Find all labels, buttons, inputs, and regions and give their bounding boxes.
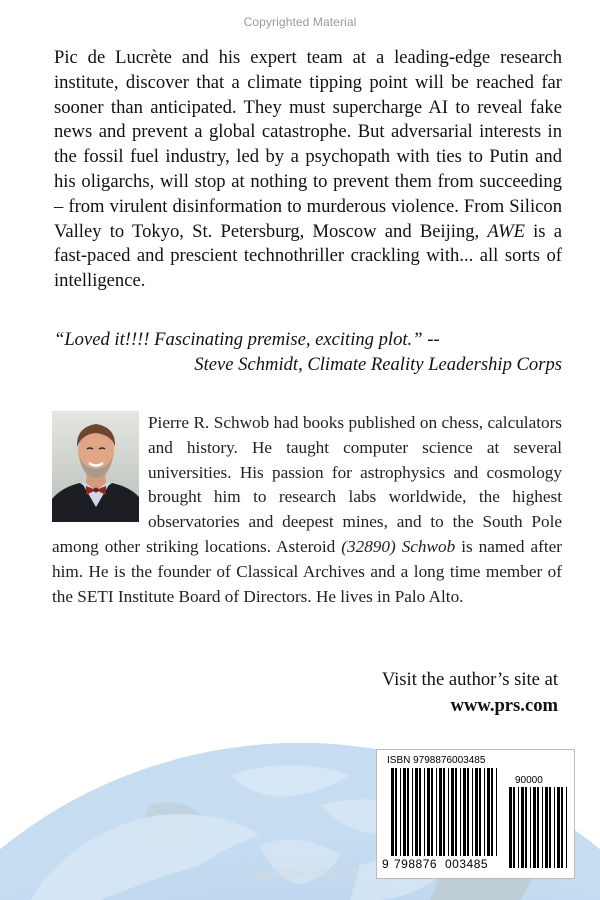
barcode-bar <box>513 787 515 868</box>
barcode-bar <box>542 787 543 868</box>
isbn-label: ISBN 9798876003485 <box>387 755 486 766</box>
barcode-bar <box>496 768 497 856</box>
barcode-bar <box>460 768 461 856</box>
barcode-bar <box>487 768 490 856</box>
barcode-bar <box>537 787 539 868</box>
barcode-digit-first: 9 <box>382 857 390 871</box>
quote-text: “Loved it!!!! Fascinating premise, exciting plot.” -- <box>54 329 440 350</box>
barcode-bar <box>467 768 469 856</box>
author-site-block <box>382 667 558 719</box>
barcode-bar <box>431 768 433 856</box>
barcode-bar <box>549 787 551 868</box>
barcode-bar <box>455 768 457 856</box>
barcode-bar <box>419 768 421 856</box>
barcode-bar <box>443 768 445 856</box>
barcode-bar <box>530 787 531 868</box>
synopsis-text-2: is a fast-paced and prescient technothriller crackling with... all sorts of intelligence. <box>54 220 562 292</box>
barcode-bar <box>557 787 560 868</box>
barcode-bar <box>533 787 536 868</box>
barcode-bar <box>521 787 524 868</box>
barcode-bar <box>491 768 493 856</box>
synopsis-paragraph <box>54 46 562 294</box>
quote-attribution: Steve Schmidt, Climate Reality Leadership Corps <box>194 354 562 375</box>
barcode-digits-right: 003485 <box>445 857 489 871</box>
watermark-bottom: Copyrighted Material <box>243 866 357 880</box>
book-title: AWE <box>487 220 525 242</box>
barcode-bar <box>448 768 449 856</box>
barcode-bar <box>451 768 454 856</box>
review-quote <box>54 327 562 377</box>
barcode-bar <box>415 768 418 856</box>
barcode-digits-left: 798876 <box>394 857 438 871</box>
author-bio <box>52 411 562 609</box>
bio-text-1: Pierre R. Schwob had books published on chess, calculators and history. He taught computer science at several universities. His passion for astrophysics and cosmology brought him to research labs worldwide, the highest observatories and deepest mines, and to the South Pole among other striking locations. Asteroid <box>52 413 562 556</box>
barcode-bar <box>407 768 409 856</box>
barcode-bar <box>403 768 406 856</box>
barcode-bar <box>545 787 548 868</box>
barcode-bar <box>427 768 430 856</box>
barcode-bar <box>395 768 397 856</box>
barcode-bar <box>518 787 519 868</box>
barcode-bar <box>439 768 442 856</box>
synopsis-text-1: Pic de Lucrète and his expert team at a leading-edge research institute, discover that a climate tipping point will be reached far sooner than anticipated. They must supercharge AI to reveal fake news and prevent a global catastrophe. But adversarial interests in the fossil fuel industry, led by a psychopath with ties to Putin and his oligarchs, will stop at nothing to prevent them from succeeding – from virulent disinformation to murderous violence. From Silicon Valley to Tokyo, St. Petersburg, Moscow and Beijing, <box>54 47 562 242</box>
barcode-bar <box>472 768 473 856</box>
barcode-bar <box>484 768 485 856</box>
barcode-bar <box>509 787 512 868</box>
bio-text-2: is named after him. He is the founder of Classical Archives and a long time member of the SETI Institute Board of Directors. He lives in Palo Alto. <box>52 536 562 606</box>
barcode-bar <box>475 768 478 856</box>
isbn-barcode <box>376 749 575 879</box>
price-code: 90000 <box>515 775 543 786</box>
barcode-bar <box>525 787 527 868</box>
barcode-bar <box>479 768 481 856</box>
barcode-bar <box>424 768 425 856</box>
watermark-top: Copyrighted Material <box>243 15 357 29</box>
barcode-bar <box>412 768 413 856</box>
barcode-bar <box>391 768 394 856</box>
barcode-bar <box>554 787 555 868</box>
barcode-bar <box>400 768 401 856</box>
asteroid-name: (32890) Schwob <box>341 536 456 556</box>
author-site-url[interactable]: www.prs.com <box>450 695 558 716</box>
barcode-bar <box>561 787 563 868</box>
barcode-bar <box>566 787 567 868</box>
barcode-bar <box>463 768 466 856</box>
visit-text: Visit the author’s site at <box>381 669 558 690</box>
barcode-bar <box>436 768 437 856</box>
